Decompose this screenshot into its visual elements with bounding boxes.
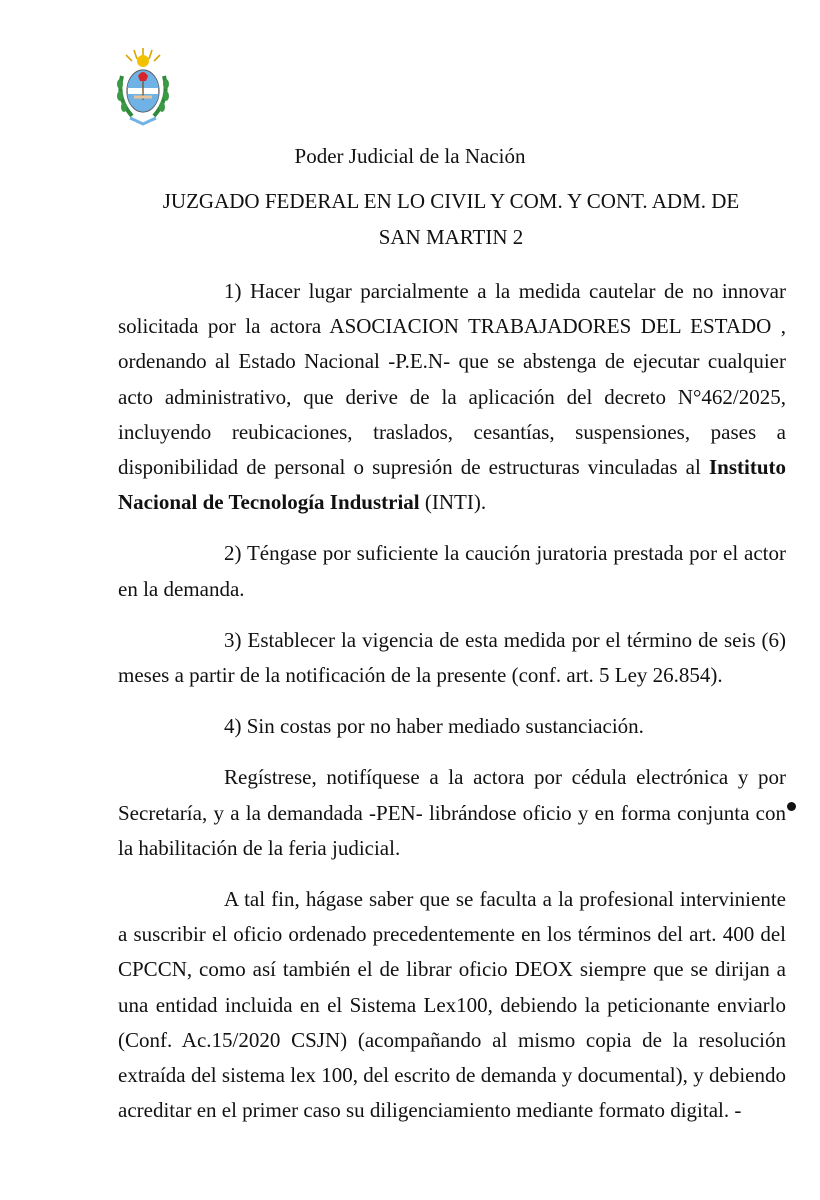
paragraph-6: A tal fin, hágase saber que se faculta a la profesional interviniente a suscribir el oficio ordenado precedentemente en los términos del art. 400 del CPCCN, como así también el de librar oficio DEOX siempre que se dirijan a una entidad incluida en el Sistema Lex100, debiendo la peticionante enviarlo (Conf. Ac.15/2020 CSJN) (acompañando al mismo copia de la resolución extraída del sistema lex 100, del escrito de demanda y documental), y debiendo acreditar en el primer caso su diligenciamiento mediante formato digital. - — [118, 887, 786, 1123]
resolution-body — [118, 274, 786, 1128]
paragraph-1-text-b: (INTI). — [419, 490, 487, 515]
court-name — [115, 183, 787, 255]
paragraph-1 — [118, 274, 786, 520]
court-name-line-1: JUZGADO FEDERAL EN LO CIVIL Y COM. Y CONT. ADM. DE — [162, 189, 740, 213]
margin-dot — [787, 802, 796, 811]
paragraph-1-text-a: 1) Hacer lugar parcialmente a la medida cautelar de no innovar solicitada por la actora ASOCIACION TRABAJADORES DEL ESTADO , ordenando al Estado Nacional -P.E.N- que se abstenga de ejecutar cualquier acto administrativo, que derive de la aplicación del decreto N°462/2025, incluyendo reubicaciones, traslados, cesantías, suspensiones, pases a disponibilidad de personal o supresión de estructuras vinculadas al — [118, 279, 786, 480]
court-name-line-2: SAN MARTIN 2 — [378, 225, 524, 249]
institution-title: Poder Judicial de la Nación — [294, 144, 526, 168]
paragraph-4: 4) Sin costas por no haber mediado sustanciación. — [224, 714, 644, 739]
argentina-coat-of-arms-icon — [112, 46, 174, 130]
paragraph-3: 3) Establecer la vigencia de esta medida por el término de seis (6) meses a partir de la notificación de la presente (conf. art. 5 Ley 26.854). — [118, 627, 786, 688]
paragraph-5: Regístrese, notifíquese a la actora por cédula electrónica y por Secretaría, y a la demandada -PEN- librándose oficio y en forma conjunta con la habilitación de la feria judicial. — [118, 765, 786, 860]
paragraph-1-bold: Instituto Nacional de Tecnología Industrial — [118, 455, 786, 515]
paragraph-2: 2) Téngase por suficiente la caución juratoria prestada por el actor en la demanda. — [118, 541, 786, 601]
